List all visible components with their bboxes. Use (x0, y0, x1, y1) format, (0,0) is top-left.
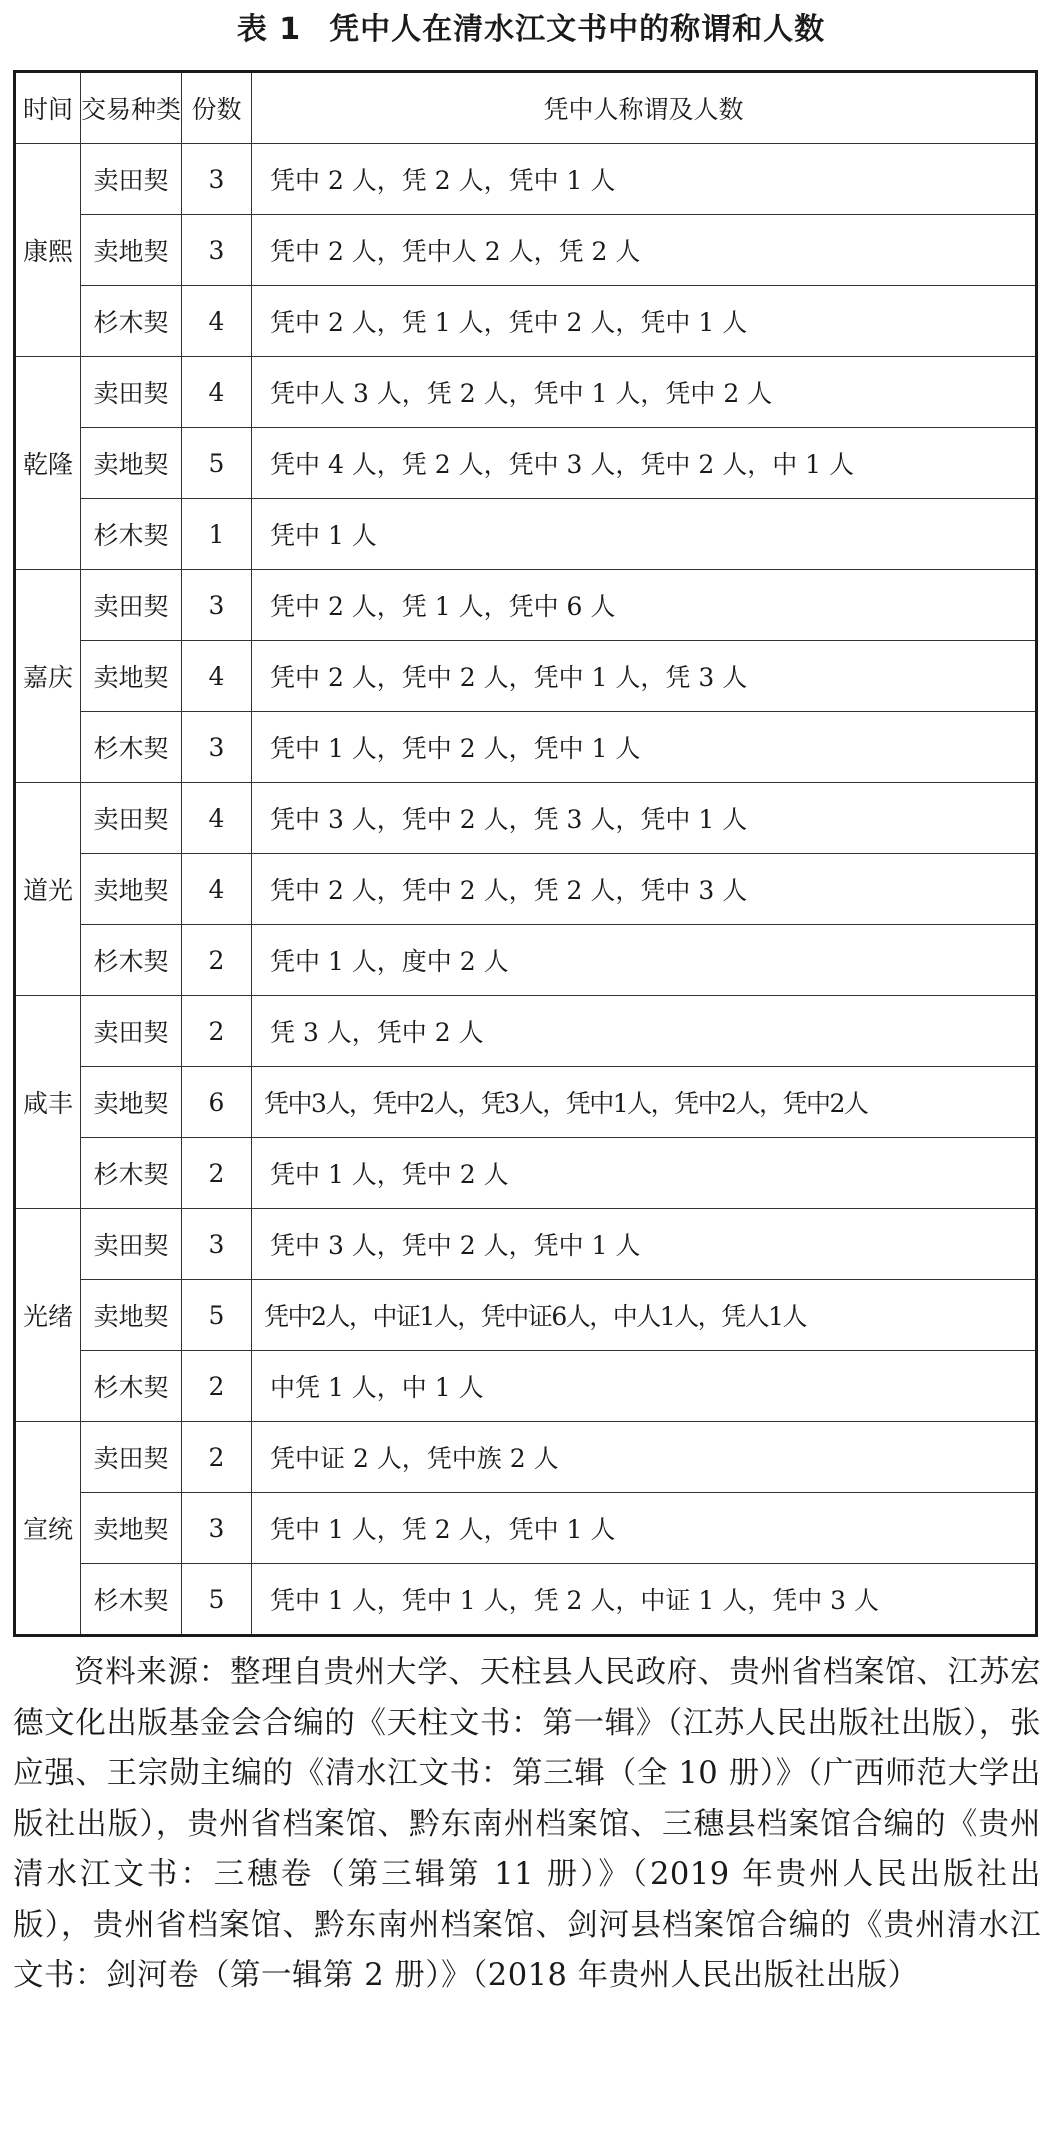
type-cell: 卖地契 (81, 428, 182, 499)
table-row (15, 286, 1037, 357)
header-detail: 凭中人称谓及人数 (252, 72, 1037, 144)
source-note: 资料来源：整理自贵州大学、天柱县人民政府、贵州省档案馆、江苏宏德文化出版基金会合编的《天柱文书：第一辑》（江苏人民出版社出版），张应强、王宗勋主编的《清水江文书：第三辑（全 10 册）》（广西师范大学出版社出版），贵州省档案馆、黔东南州档案馆、三穗县档案馆合编的《贵州清水江文书：三穗卷（第三辑第 11 册）》（2019 年贵州人民出版社出版），贵州省档案馆、黔东南州档案馆、剑河县档案馆合编的《贵州清水江文书：剑河卷（第一辑第 2 册）》（2018 年贵州人民出版社出版） (13, 1655, 1041, 1993)
table-row (15, 1209, 1037, 1280)
table-row (15, 1493, 1037, 1564)
header-type: 交易种类 (81, 72, 182, 144)
detail-cell: 凭中 2 人，凭 1 人，凭中 2 人，凭中 1 人 (252, 286, 1037, 357)
detail-cell: 凭中 1 人，凭中 1 人，凭 2 人，中证 1 人，凭中 3 人 (252, 1564, 1037, 1636)
count-cell: 4 (182, 286, 252, 357)
table-row (15, 428, 1037, 499)
count-cell: 2 (182, 996, 252, 1067)
table-row (15, 854, 1037, 925)
count-cell: 3 (182, 712, 252, 783)
type-cell: 卖地契 (81, 215, 182, 286)
count-cell: 2 (182, 1422, 252, 1493)
detail-cell: 凭中证 2 人，凭中族 2 人 (252, 1422, 1037, 1493)
detail-cell: 凭中 1 人，凭中 2 人，凭中 1 人 (252, 712, 1037, 783)
table-row (15, 996, 1037, 1067)
table-row (15, 144, 1037, 215)
table-row (15, 1138, 1037, 1209)
detail-cell: 凭 3 人，凭中 2 人 (252, 996, 1037, 1067)
count-cell: 2 (182, 925, 252, 996)
type-cell: 杉木契 (81, 925, 182, 996)
count-cell: 5 (182, 1280, 252, 1351)
table-row (15, 1351, 1037, 1422)
detail-cell: 凭中 3 人，凭中 2 人，凭中 1 人 (252, 1209, 1037, 1280)
count-cell: 4 (182, 854, 252, 925)
type-cell: 杉木契 (81, 1351, 182, 1422)
type-cell: 杉木契 (81, 1564, 182, 1636)
detail-cell: 凭中 1 人，度中 2 人 (252, 925, 1037, 996)
header-count: 份数 (182, 72, 252, 144)
period-cell: 宣统 (15, 1422, 81, 1636)
count-cell: 2 (182, 1351, 252, 1422)
detail-cell: 凭中3人，凭中2人，凭3人，凭中1人，凭中2人，凭中2人 (252, 1067, 1037, 1138)
table-row (15, 1067, 1037, 1138)
count-cell: 4 (182, 783, 252, 854)
table-number: 表 1 (236, 12, 302, 47)
header-row (15, 72, 1037, 144)
type-cell: 卖田契 (81, 570, 182, 641)
count-cell: 4 (182, 641, 252, 712)
table-caption: 凭中人在清水江文书中的称谓和人数 (329, 12, 826, 47)
detail-cell: 凭中2人，中证1人，凭中证6人，中人1人，凭人1人 (252, 1280, 1037, 1351)
count-cell: 3 (182, 1209, 252, 1280)
table-body (15, 144, 1037, 1636)
type-cell: 卖地契 (81, 854, 182, 925)
detail-cell: 凭中 2 人，凭 2 人，凭中 1 人 (252, 144, 1037, 215)
type-cell: 卖田契 (81, 996, 182, 1067)
detail-cell: 凭中 4 人，凭 2 人，凭中 3 人，凭中 2 人，中 1 人 (252, 428, 1037, 499)
table-row (15, 1564, 1037, 1636)
count-cell: 4 (182, 357, 252, 428)
detail-cell: 凭中 1 人，凭 2 人，凭中 1 人 (252, 1493, 1037, 1564)
period-cell: 嘉庆 (15, 570, 81, 783)
type-cell: 杉木契 (81, 712, 182, 783)
detail-cell: 凭中人 3 人，凭 2 人，凭中 1 人，凭中 2 人 (252, 357, 1037, 428)
count-cell: 1 (182, 499, 252, 570)
table-row (15, 1280, 1037, 1351)
table-title (0, 0, 1062, 52)
detail-cell: 凭中 3 人，凭中 2 人，凭 3 人，凭中 1 人 (252, 783, 1037, 854)
count-cell: 5 (182, 428, 252, 499)
count-cell: 3 (182, 144, 252, 215)
table-row (15, 712, 1037, 783)
count-cell: 3 (182, 570, 252, 641)
detail-cell: 凭中 2 人，凭 1 人，凭中 6 人 (252, 570, 1037, 641)
detail-cell: 中凭 1 人，中 1 人 (252, 1351, 1037, 1422)
data-table (13, 70, 1038, 1637)
table-row (15, 215, 1037, 286)
count-cell: 3 (182, 215, 252, 286)
type-cell: 卖田契 (81, 357, 182, 428)
table-row (15, 1422, 1037, 1493)
period-cell: 康熙 (15, 144, 81, 357)
count-cell: 2 (182, 1138, 252, 1209)
table-row (15, 357, 1037, 428)
table-row (15, 925, 1037, 996)
type-cell: 杉木契 (81, 499, 182, 570)
type-cell: 杉木契 (81, 286, 182, 357)
table-row (15, 499, 1037, 570)
type-cell: 卖地契 (81, 1067, 182, 1138)
table-row (15, 570, 1037, 641)
period-cell: 光绪 (15, 1209, 81, 1422)
type-cell: 卖地契 (81, 1280, 182, 1351)
period-cell: 乾隆 (15, 357, 81, 570)
header-period: 时间 (15, 72, 81, 144)
period-cell: 道光 (15, 783, 81, 996)
detail-cell: 凭中 1 人 (252, 499, 1037, 570)
table-row (15, 783, 1037, 854)
table-row (15, 641, 1037, 712)
period-cell: 咸丰 (15, 996, 81, 1209)
type-cell: 卖地契 (81, 641, 182, 712)
type-cell: 杉木契 (81, 1138, 182, 1209)
type-cell: 卖田契 (81, 144, 182, 215)
detail-cell: 凭中 2 人，凭中人 2 人，凭 2 人 (252, 215, 1037, 286)
type-cell: 卖田契 (81, 1209, 182, 1280)
detail-cell: 凭中 2 人，凭中 2 人，凭 2 人，凭中 3 人 (252, 854, 1037, 925)
count-cell: 3 (182, 1493, 252, 1564)
type-cell: 卖地契 (81, 1493, 182, 1564)
type-cell: 卖田契 (81, 1422, 182, 1493)
count-cell: 6 (182, 1067, 252, 1138)
detail-cell: 凭中 1 人，凭中 2 人 (252, 1138, 1037, 1209)
count-cell: 5 (182, 1564, 252, 1636)
type-cell: 卖田契 (81, 783, 182, 854)
detail-cell: 凭中 2 人，凭中 2 人，凭中 1 人，凭 3 人 (252, 641, 1037, 712)
